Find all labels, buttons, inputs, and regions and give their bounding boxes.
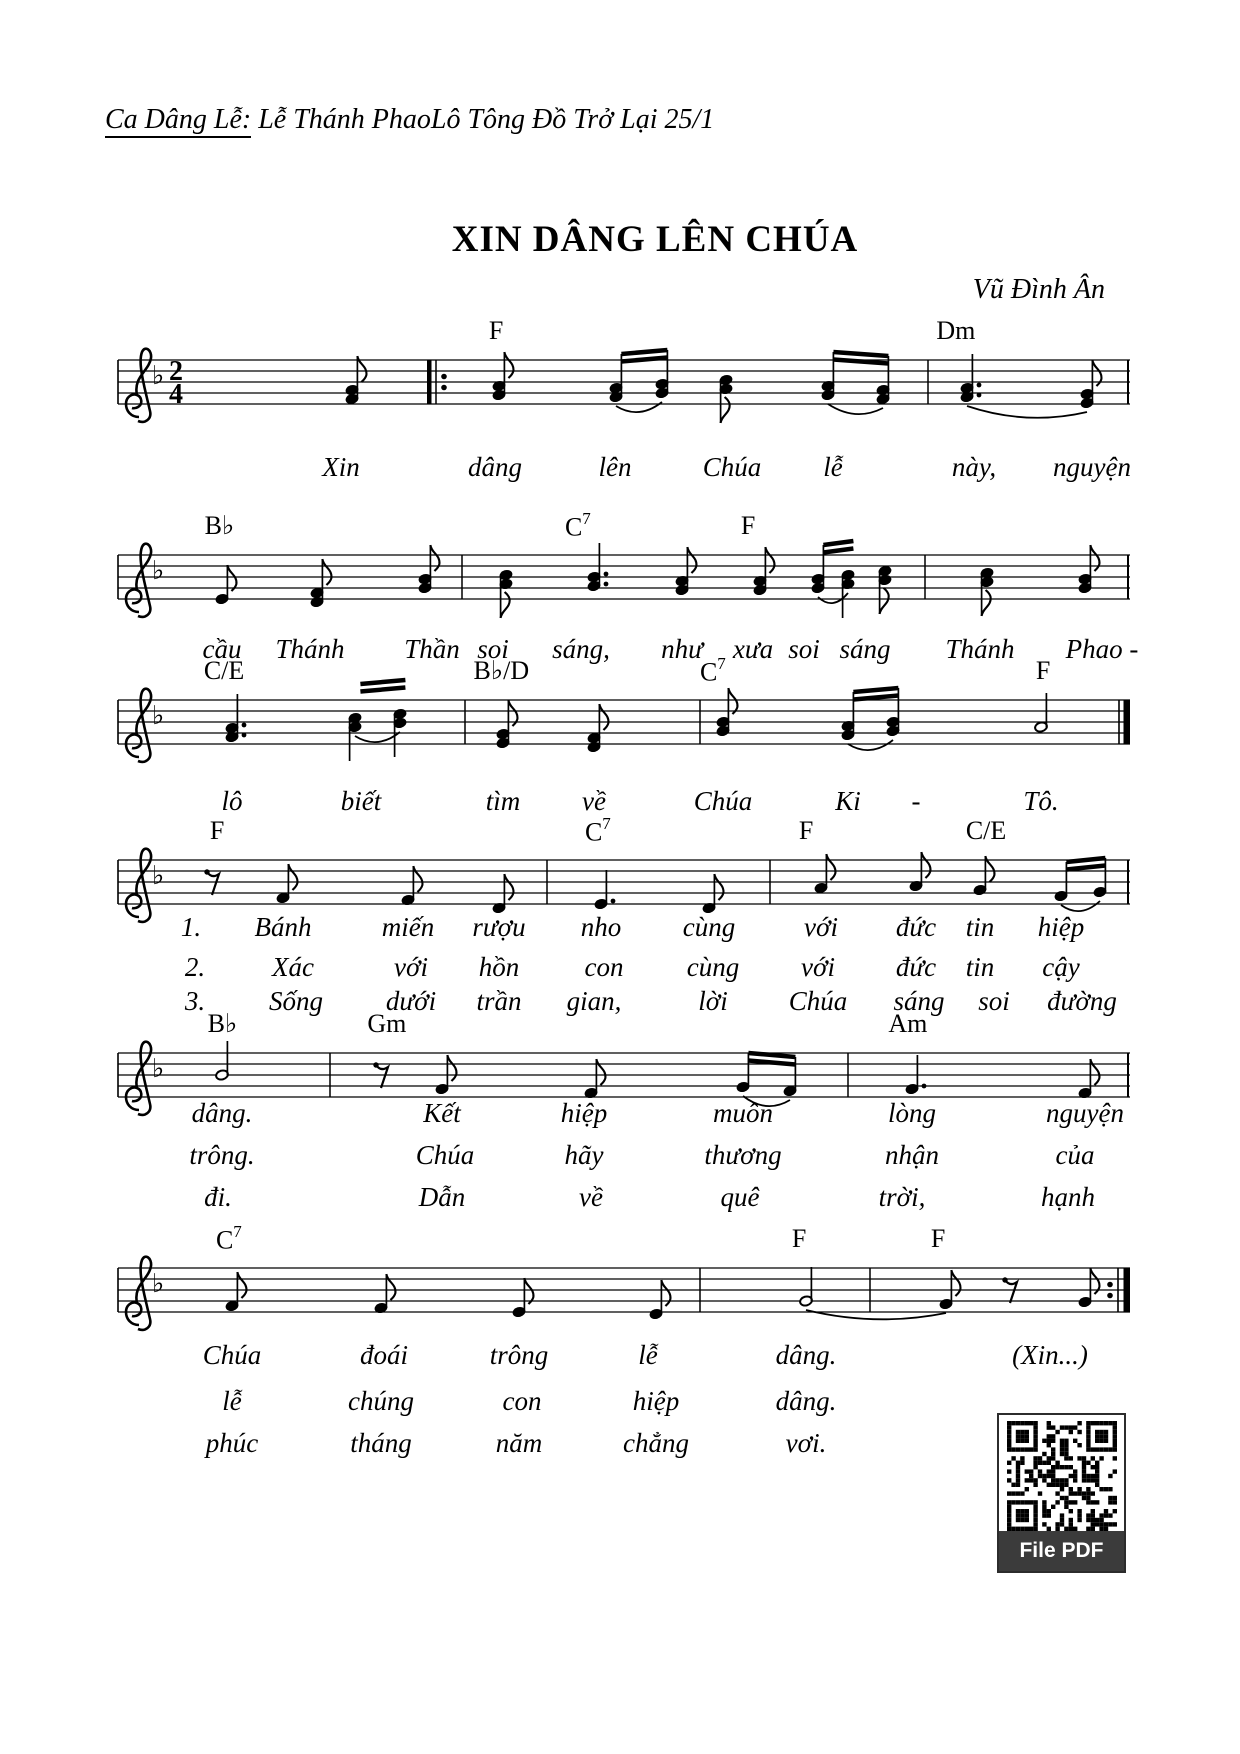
lyric-word: 2. (184, 952, 206, 982)
final-barline (1124, 700, 1131, 744)
composer-name: Vũ Đình Ân (972, 274, 1105, 305)
beam (853, 688, 898, 700)
lyric-word: đức (895, 952, 937, 982)
chord-label: C/E (965, 816, 1007, 845)
lyric-word: đức (895, 912, 937, 942)
flat-sign: ♭ (152, 361, 165, 391)
flag-icon (227, 565, 236, 591)
chord-label: B♭/D (473, 656, 530, 685)
note (811, 545, 825, 594)
note (841, 692, 855, 741)
time-signature: 4 (169, 379, 183, 410)
qr-code (1007, 1421, 1117, 1531)
flag-icon (714, 874, 723, 900)
note (716, 688, 737, 737)
lyric-word: sáng (893, 986, 945, 1016)
lyric-word: như (661, 634, 703, 664)
staff-lines (118, 360, 1130, 404)
lyric-word: tháng (350, 1428, 412, 1458)
chord-label: $C^7$ (584, 814, 611, 847)
header-feast: Lễ Thánh PhaoLô Tông Đồ Trở Lại 25/1 (251, 104, 715, 135)
chord-label: $C^7$ (215, 1222, 242, 1255)
flag-icon (504, 352, 513, 378)
flag-icon (765, 547, 774, 573)
lyric-word: miến (381, 912, 435, 942)
chord-label: F (930, 1224, 946, 1253)
lyric-word: Thánh (945, 634, 1015, 664)
lyric-word: Kết (423, 1098, 461, 1128)
flag-icon (687, 547, 696, 573)
lyric-word: tìm (485, 786, 521, 816)
lyric-word: dâng (468, 452, 522, 482)
flag-icon (596, 1059, 605, 1085)
lyric-word: dâng. (775, 1386, 837, 1416)
half-note (215, 1041, 229, 1081)
lyric-word: đường (1047, 986, 1117, 1016)
lyric-word: chẳng (623, 1428, 689, 1458)
lyric-word: Chúa (415, 1140, 475, 1170)
chord-label: F (1035, 656, 1051, 685)
note (609, 354, 623, 403)
flag-icon (982, 590, 991, 616)
note (225, 694, 246, 743)
lyric-word: Thần (404, 634, 460, 664)
note (587, 543, 608, 592)
lyric-word: muôn (713, 1098, 773, 1128)
lyric-word: sáng, (552, 634, 610, 664)
slur (1061, 901, 1100, 911)
lyric-word: cùng (682, 912, 736, 942)
lyric-word: về (582, 786, 606, 816)
lyric-word: trông (489, 1340, 549, 1370)
flag-icon (826, 854, 835, 880)
beam (1066, 858, 1105, 870)
staff-lines (118, 1268, 1130, 1312)
note (821, 352, 835, 401)
staff-lines (118, 555, 1130, 599)
chord-label: Dm (936, 316, 976, 345)
note (418, 545, 439, 594)
chord-extension: 7 (582, 509, 591, 528)
lyric-word: với (394, 952, 428, 982)
flag-icon (501, 592, 510, 618)
lyric-word: cùng (686, 952, 740, 982)
lyric-word: hạnh (1041, 1182, 1095, 1212)
lyric-word: Chúa (702, 452, 762, 482)
lyric-word: tin (965, 912, 995, 942)
slur (818, 593, 848, 603)
flag-icon (447, 1055, 456, 1081)
lyric-word: hiệp (560, 1098, 608, 1128)
lyric-word: trông. (189, 1140, 255, 1170)
chord-label: F (488, 316, 504, 345)
lyric-word: Xin (322, 452, 360, 482)
lyric-word: gian, (566, 986, 622, 1016)
chord-extension: 7 (233, 1222, 242, 1241)
lyric-word: vơi. (785, 1428, 827, 1458)
lyric-word: năm (495, 1428, 543, 1458)
qr-caption: File PDF (999, 1531, 1124, 1571)
repeat-start-bar (427, 360, 432, 404)
chord-label: F (209, 816, 225, 845)
flag-icon (661, 1280, 670, 1306)
lyric-word: lễ (638, 1340, 658, 1370)
flat-sign: ♭ (152, 1269, 165, 1299)
note (960, 354, 981, 403)
lyric-word: với (804, 912, 838, 942)
chord-label: Gm (367, 1009, 407, 1038)
slur (828, 404, 883, 414)
note (702, 874, 723, 914)
lyric-word: Chúa (202, 1340, 262, 1370)
lyric-word: con (502, 1386, 542, 1416)
flat-sign: ♭ (152, 701, 165, 731)
flag-icon (386, 1274, 395, 1300)
flag-icon (237, 1272, 246, 1298)
beam (621, 350, 667, 362)
lyric-word: con (584, 952, 624, 982)
lyric-word: lễ (222, 1386, 242, 1416)
lyric-word: thương (704, 1140, 782, 1170)
beam (360, 680, 405, 692)
staff-lines (118, 700, 1130, 744)
chord-label: F (740, 511, 756, 540)
lyric-word: phúc (205, 1428, 259, 1458)
lyric-word: Phao - (1065, 634, 1139, 664)
lyric-word: Chúa (788, 986, 848, 1016)
note (736, 1053, 750, 1093)
flag-icon (599, 704, 608, 730)
lyric-word: hãy (564, 1140, 604, 1170)
time-signature: 2 (169, 356, 183, 387)
lyric-word: 1. (180, 912, 202, 942)
lyric-word: đi. (204, 1182, 232, 1212)
flat-sign: ♭ (152, 1054, 165, 1084)
staff-lines (118, 1053, 1130, 1097)
chord-label: B♭ (204, 511, 235, 540)
flat-sign: ♭ (152, 861, 165, 891)
chord-extension: 7 (717, 654, 726, 673)
flag-icon (524, 1278, 533, 1304)
half-note (1034, 693, 1048, 733)
beam (833, 352, 888, 364)
header-label: Ca Dâng Lễ: (105, 104, 251, 138)
chord-label: $C^7$ (699, 654, 726, 687)
lyric-word: sáng (839, 634, 891, 664)
flag-icon (1090, 1059, 1099, 1085)
lyric-word: biết (340, 786, 382, 816)
note (499, 569, 513, 618)
flag-icon (728, 688, 737, 714)
beam (748, 1053, 795, 1065)
lyric-word: về (579, 1182, 603, 1212)
note (878, 565, 892, 614)
lyric-word: (Xin...) (1012, 1340, 1088, 1370)
chord-extension: 7 (602, 814, 611, 833)
qr-code-block (997, 1413, 1126, 1573)
note (1078, 1268, 1099, 1308)
flag-icon (504, 874, 513, 900)
note (909, 852, 930, 892)
lyric-word: xưa (732, 634, 774, 664)
lyric-word: lời (698, 986, 728, 1016)
flag-icon (921, 852, 930, 878)
lyric-word: nguyện (1053, 452, 1131, 482)
note (276, 864, 297, 904)
lyric-word: soi (978, 986, 1010, 1016)
lyric-word: Xác (272, 952, 314, 982)
lyric-word: đoái (359, 1340, 409, 1370)
lyric-word: Dẫn (418, 1182, 466, 1212)
lyric-word: trời, (878, 1182, 926, 1212)
half-note (799, 1267, 813, 1307)
note (1078, 1059, 1099, 1099)
note (980, 567, 994, 616)
lyric-word: của (1055, 1140, 1095, 1170)
flag-icon (322, 559, 331, 585)
lyric-word: quê (720, 1182, 760, 1212)
lyric-word: hiệp (1037, 912, 1085, 942)
note (973, 856, 994, 896)
note (496, 700, 517, 749)
staff-lines (118, 860, 1130, 904)
lyric-word: Chúa (693, 786, 753, 816)
flag-icon (721, 397, 730, 423)
lyric-word: dâng. (775, 1340, 837, 1370)
lyric-word: chúng (348, 1386, 414, 1416)
lyric-word: với (801, 952, 835, 982)
flat-sign: ♭ (152, 556, 165, 586)
lyric-word: tin (965, 952, 995, 982)
lyric-word: Bánh (254, 912, 312, 942)
chord-label: Am (888, 1009, 928, 1038)
lyric-word: Ki (835, 786, 861, 816)
note (345, 356, 366, 405)
beam (823, 541, 853, 553)
lyric-word: soi (477, 634, 509, 664)
lyric-word: Tô. (1023, 786, 1059, 816)
lyric-word: trần (476, 986, 522, 1016)
lyric-word: Sống (269, 986, 323, 1016)
lyric-word: lễ (823, 452, 843, 482)
chord-label: B♭ (207, 1009, 238, 1038)
lyric-word: hồn (478, 952, 520, 982)
note (719, 374, 733, 423)
flag-icon (951, 1270, 960, 1296)
lyric-word: này, (951, 452, 997, 482)
lyric-word: nho (580, 912, 622, 942)
lyric-word: lên (598, 452, 632, 482)
lyric-word: dâng. (191, 1098, 253, 1128)
lyric-word: 3. (184, 986, 206, 1016)
lyric-word: nguyện (1046, 1098, 1124, 1128)
lyric-word: Thánh (275, 634, 345, 664)
flag-icon (880, 588, 889, 614)
lyric-word: dưới (385, 986, 437, 1016)
chord-label: F (791, 1224, 807, 1253)
note (225, 1272, 246, 1312)
note (492, 874, 513, 914)
slur (967, 406, 1087, 418)
note (584, 1059, 605, 1099)
repeat-end-bar (1124, 1268, 1131, 1312)
lyric-word: soi (788, 634, 820, 664)
note (649, 1280, 670, 1320)
note (1080, 360, 1101, 409)
chord-label: $C^7$ (564, 509, 591, 542)
flag-icon (413, 866, 422, 892)
lyric-word: - (911, 786, 921, 816)
note (401, 866, 422, 906)
flag-icon (430, 545, 439, 571)
lyric-word: cậy (1042, 952, 1080, 982)
lyric-word: cầu (202, 634, 242, 664)
lyric-word: rượu (472, 912, 526, 942)
note (374, 1274, 395, 1314)
note (1078, 545, 1099, 594)
lyric-word: hiệp (632, 1386, 680, 1416)
slur (848, 740, 893, 750)
lyric-word: lô (221, 786, 243, 816)
flag-icon (288, 864, 297, 890)
flag-icon (1090, 545, 1099, 571)
lyric-word: nhận (885, 1140, 939, 1170)
song-title: XIN DÂNG LÊN CHÚA (451, 219, 859, 260)
chord-label: C/E (203, 656, 245, 685)
lyric-word: lòng (887, 1098, 937, 1128)
chord-label: F (798, 816, 814, 845)
